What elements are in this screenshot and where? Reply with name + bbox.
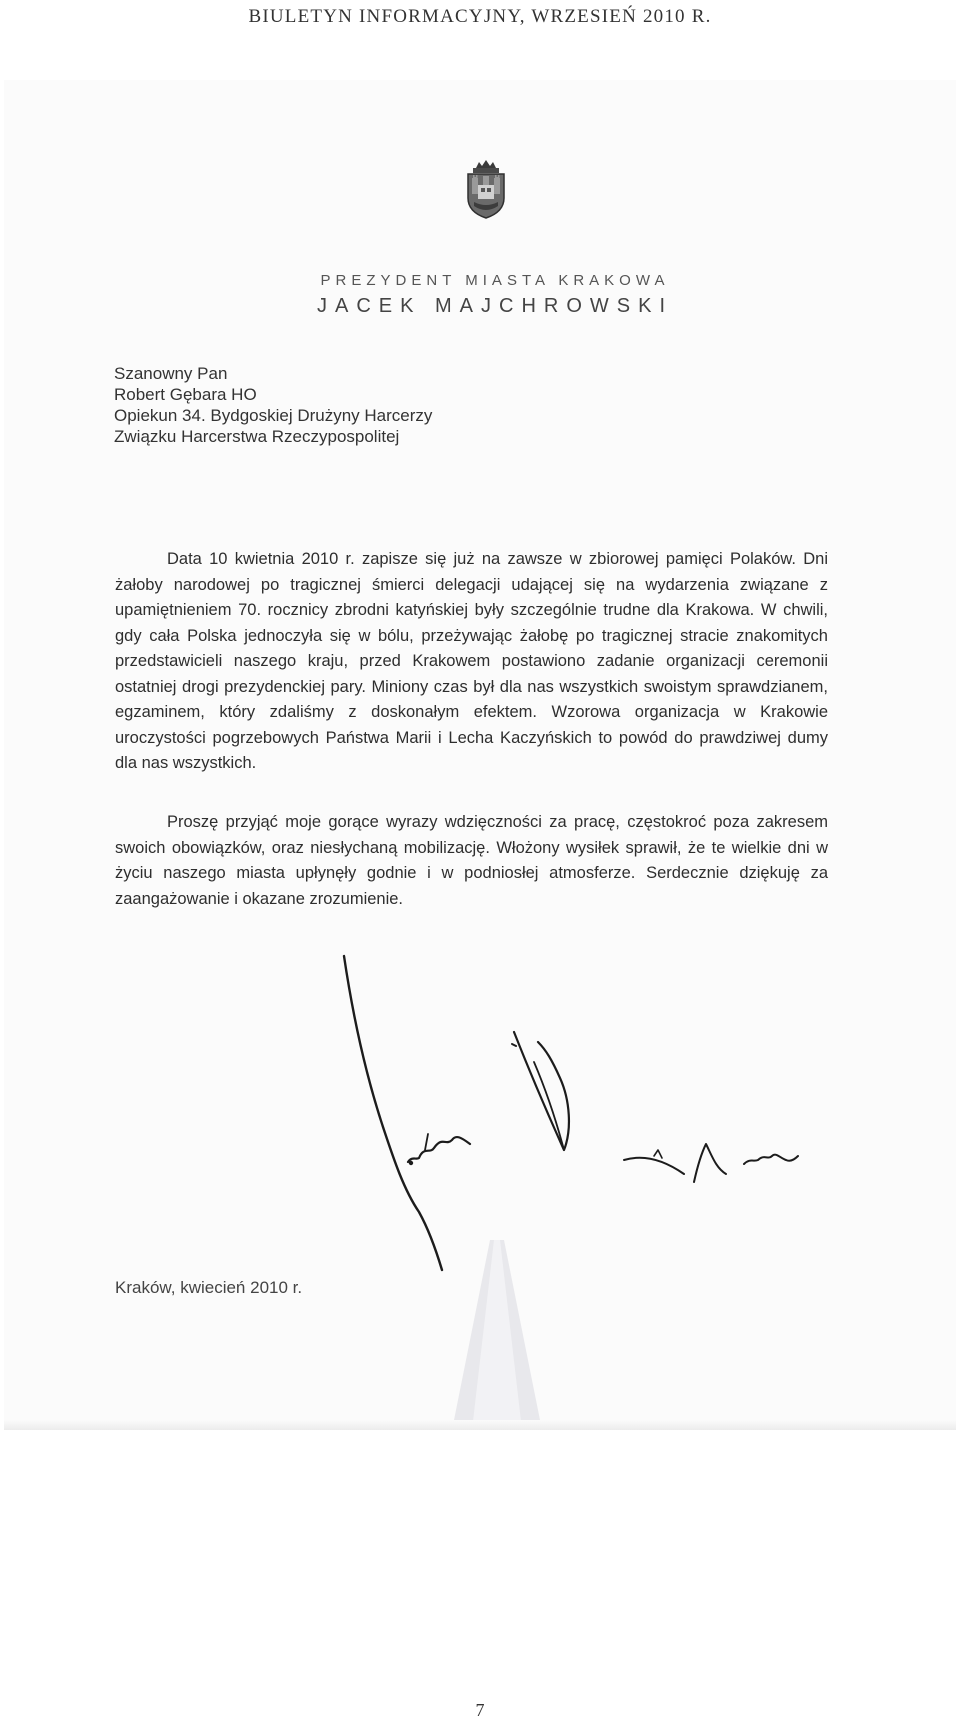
page-number: 7 <box>475 1700 485 1720</box>
recipient-line: Robert Gębara HO <box>114 385 257 404</box>
letterhead-title: PREZYDENT MIASTA KRAKOWA <box>320 272 670 289</box>
letterhead <box>4 272 956 318</box>
letter-paragraph: Data 10 kwietnia 2010 r. zapisze się już na zawsze w zbiorowej pamięci Polaków. Dni żałoby narodowej po tragicznej śmierci delegacji udającej się na wydarzenia związane z upamiętnieniem 70. rocznicy zbrodni katyńskiej były szczególnie trudne dla Krakowa. W chwili, gdy cała Polska jednoczyła się w bólu, przeżywając żałobę po tragicznej stracie znakomitych przedstawicieli naszego kraju, przed Krakowem postawiono zadanie organizacji ceremonii ostatniej drogi prezydenckiej pary. Miniony czas był dla nas wszystkich swoistym sprawdzianem, egzaminem, który zdaliśmy z doskonałym efektem. Wzorowa organizacja w Krakowie uroczystości pogrzebowych Państwa Marii i Lecha Kaczyńskich to powód do prawdziwej dumy dla nas wszystkich. <box>115 550 828 772</box>
recipient-line: Opiekun 34. Bydgoskiej Drużyny Harcerzy <box>114 406 433 425</box>
krakow-coat-of-arms-icon <box>464 158 508 220</box>
scan-edge <box>4 1420 956 1430</box>
letter-paragraph: Proszę przyjąć moje gorące wyrazy wdzięczności za pracę, częstokroć poza zakresem swoich obowiązków, oraz niesłychaną mobilizację. Włożony wysiłek sprawił, że te wielkie dni w życiu naszego miasta upłynęły godnie i w podniosłej atmosferze. Serdecznie dziękuję za zaangażowanie i okazane zrozumienie. <box>115 813 828 908</box>
scan-glare <box>452 1240 542 1430</box>
recipient-line: Szanowny Pan <box>114 364 228 383</box>
running-header: BIULETYN INFORMACYJNY, WRZESIEŃ 2010 R. <box>248 6 712 27</box>
place-date: Kraków, kwiecień 2010 r. <box>115 1278 303 1297</box>
scanned-letter <box>4 80 956 1430</box>
recipient-address <box>114 363 432 447</box>
handwritten-signature-icon <box>324 950 884 1330</box>
recipient-line: Związku Harcerstwa Rzeczypospolitej <box>114 427 400 446</box>
letterhead-name: JACEK MAJCHROWSKI <box>316 295 674 317</box>
